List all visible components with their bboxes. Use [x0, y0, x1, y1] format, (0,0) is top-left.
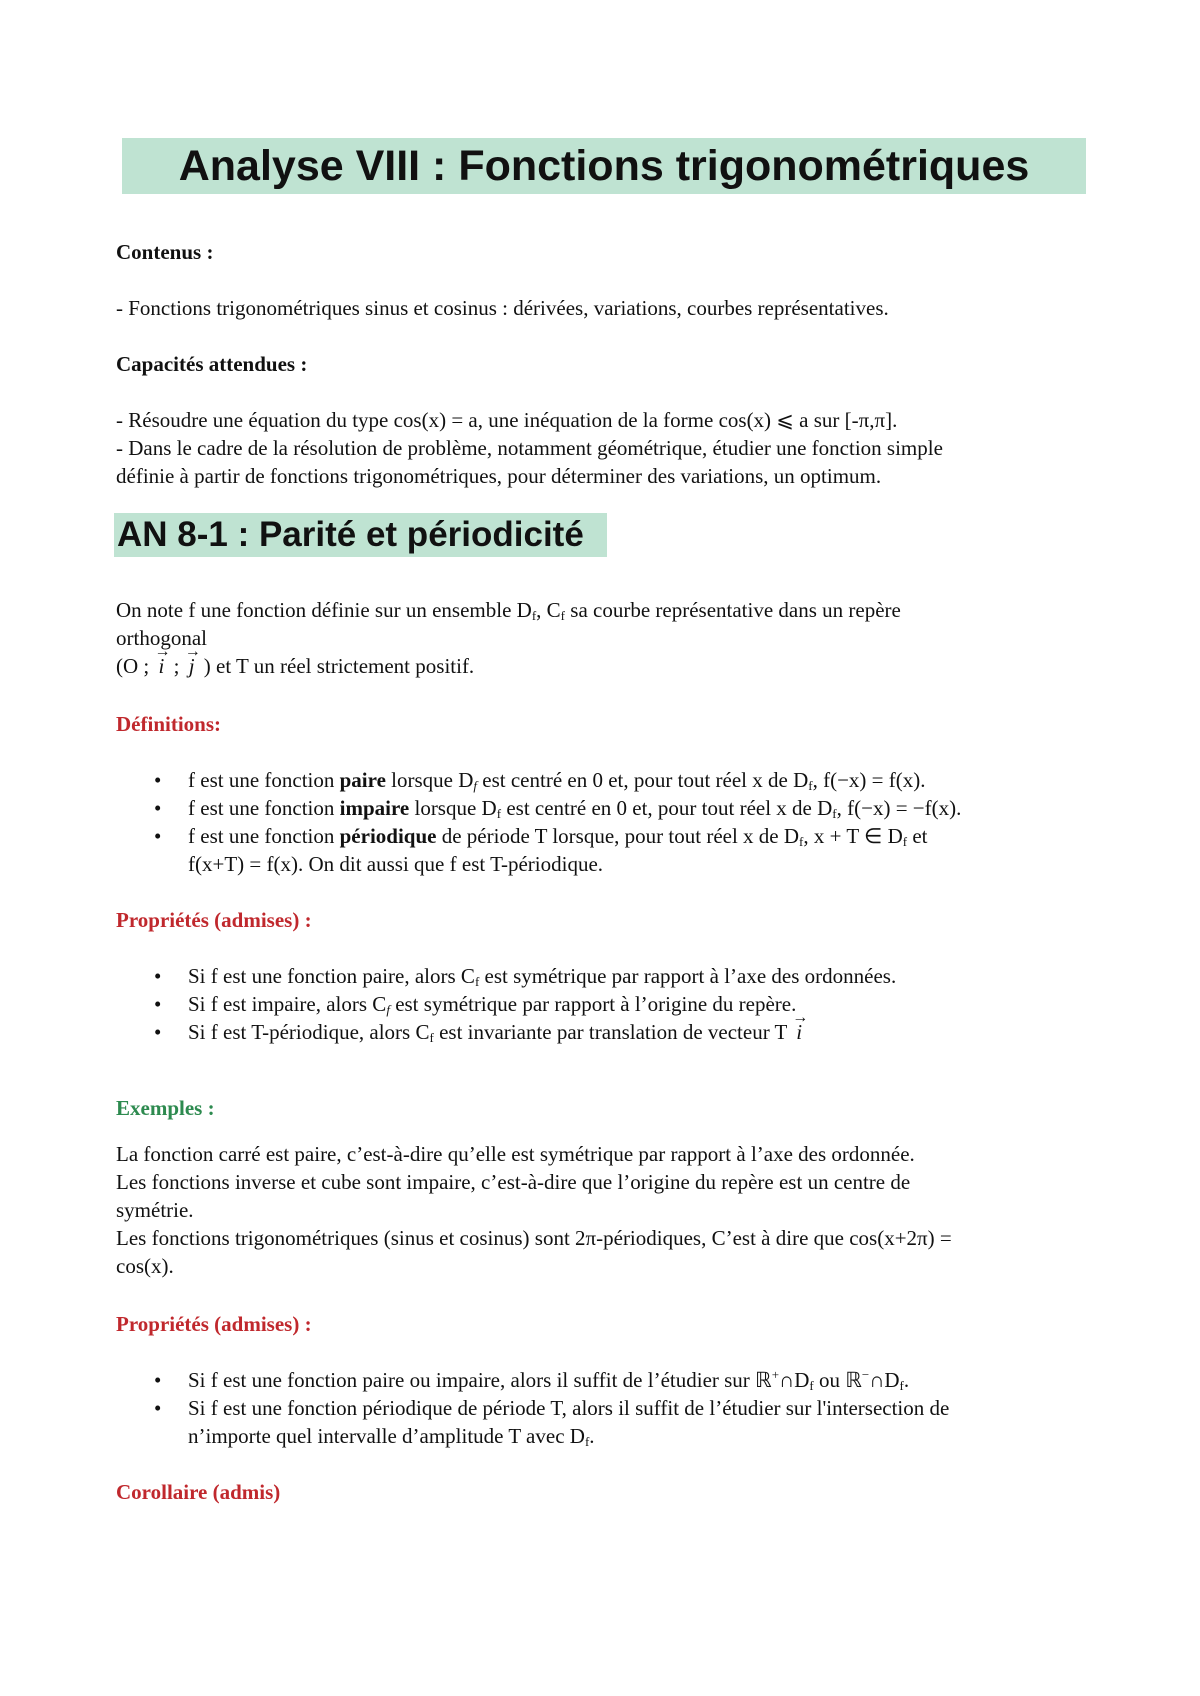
capacites-heading: Capacités attendues : — [116, 352, 308, 376]
exemple-line-1: La fonction carré est paire, c’est-à-dire qu’elle est symétrique par rapport à l’axe des ordonnée. — [116, 1142, 915, 1166]
exemple-line-5: cos(x). — [116, 1254, 174, 1278]
contenus-text: - Fonctions trigonométriques sinus et cosinus : dérivées, variations, courbes représentatives. — [116, 296, 889, 320]
vector-j: → j — [185, 652, 199, 680]
vector-i: → i — [792, 1018, 806, 1046]
capacites-line-3: définie à partir de fonctions trigonométriques, pour déterminer des variations, un optimum. — [116, 464, 882, 488]
contenus-heading: Contenus : — [116, 240, 214, 264]
exemples-heading: Exemples : — [116, 1096, 215, 1120]
capacites-line-2: - Dans le cadre de la résolution de problème, notamment géométrique, étudier une fonction simple — [116, 436, 943, 460]
intro-line-1: On note f une fonction définie sur un ensemble $D_f$, $C_f$ sa courbe représentative dans un repère — [116, 598, 901, 623]
corollaire-heading: Corollaire (admis) — [116, 1480, 281, 1504]
exemple-line-3: symétrie. — [116, 1198, 194, 1222]
capacites-line-1: - Résoudre une équation du type cos(x) = a, une inéquation de la forme cos(x) ⩽ a sur [-π,π]. — [116, 408, 898, 432]
vector-i: → i — [155, 652, 169, 680]
intro-line-2: orthogonal — [116, 626, 207, 650]
intro-line-3: (O ; → i ; → j ) et T un réel strictement positif. — [116, 652, 474, 680]
definitions-heading: Définitions: — [116, 712, 221, 736]
page-title: Analyse VIII : Fonctions trigonométriques — [122, 138, 1086, 194]
section-title: AN 8-1 : Parité et périodicité — [114, 513, 607, 557]
proprietes-heading-1: Propriétés (admises) : — [116, 908, 312, 932]
exemple-line-4: Les fonctions trigonométriques (sinus et cosinus) sont 2π-périodiques, C’est à dire que cos(x+2π) = — [116, 1226, 952, 1250]
proprietes-heading-2: Propriétés (admises) : — [116, 1312, 312, 1336]
document-page: Analyse VIII : Fonctions trigonométriques Contenus : - Fonctions trigonométriques sinus et cosinus : dérivées, variations, courbes représentatives. Capacités attendues : - Résoudre une équation du type cos(x) = a, une inéquation de la forme cos(x) ⩽ a sur [-π,π]. - Dans le cadre de la résolution de problème, notamment géométrique, étudier une fonction simple définie à partir de fonctions trigonométriques, pour déterminer des variations, un optimum. AN 8-1 : Parité et périodicité On note f une fonction définie sur un ensemble $D_f$, $C_f$ sa courbe représentative dans un repère orthogonal (O ; → i ; → j ) et T un réel strictement positif. Définitions: • f est une fonction paire lorsque $D_f$ est centré en 0 et, pour tout réel x de $D_f$, f(−x) = f(x). • f est une fonction impaire lorsque $D_f$ est centré en 0 et, pour tout réel x de $D_f$, f(−x) = −f(x). • f est une fonction périodique de période T lorsque, pour tout réel x de $D_f$, x + T ∈ $D_f$ et f(x+T) = f(x). On dit aussi que f est T-périodique. Propriétés (admises) : • Si f est une fonction paire, alors $C_f$ est symétrique par rapport à l’axe des ordonnées. • Si f est impaire, alors $C_f$ est symétrique par rapport à l’origine du repère. • Si f est T-périodique, alors $C_f$ est invariante par translation de vecteur T → i Exemples : La fonction carré est paire, c’est-à-dire qu’elle est symétrique par rapport à l’axe des ordonnée. Les fonctions inverse et cube sont impaire, c’est-à-dire que l’origine du repère est un centre de symétrie. Les fonctions trigonométriques (sinus et cosinus) sont 2π-périodiques, C’est à dire que cos(x+2π) = cos(x). Propriétés (admises) : • Si f est une fonction paire ou impaire, alors il suffit de l’étudier sur $ℝ^+\cap D_f$ ou $ℝ^-\cap D_f$. • Si f est une fonction périodique de période T, alors il suffit de l’étudier sur l'intersection de n’importe quel intervalle d’amplitude T avec $D_f$. Corollaire (admis) — [0, 0, 1200, 1696]
exemple-line-2: Les fonctions inverse et cube sont impaire, c’est-à-dire que l’origine du repère est un centre de — [116, 1170, 911, 1194]
